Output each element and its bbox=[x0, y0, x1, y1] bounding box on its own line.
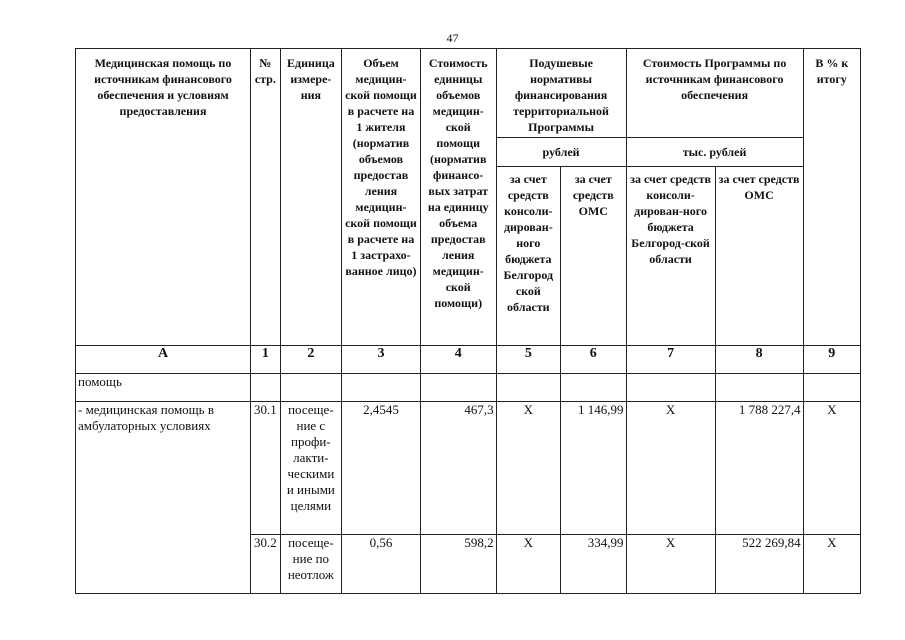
row-budget-total: Х bbox=[626, 402, 715, 535]
header-col-6: за счет средств ОМС bbox=[561, 167, 627, 346]
index-cell: 8 bbox=[715, 346, 803, 374]
row-volume: 2,4545 bbox=[342, 402, 421, 535]
row-unit: посеще-ние по неотлож bbox=[280, 535, 341, 594]
header-col-5: за счет средств консоли-дирован-ного бюджета Белгород ской области bbox=[496, 167, 560, 346]
row-volume: 0,56 bbox=[342, 535, 421, 594]
index-cell: 9 bbox=[803, 346, 860, 374]
header-col-a: Медицинская помощь по источникам финансового обеспечения и условиям предоставления bbox=[76, 49, 251, 346]
row-budget-per-capita: Х bbox=[496, 535, 560, 594]
row-line-number: 30.1 bbox=[251, 402, 281, 535]
row-line-number: 30.2 bbox=[251, 535, 281, 594]
row-oms-per-capita: 334,99 bbox=[561, 535, 627, 594]
row-oms-total: 522 269,84 bbox=[715, 535, 803, 594]
index-cell: 1 bbox=[251, 346, 281, 374]
row-unit: посеще-ние с профи-лакти-ческими и иными целями bbox=[280, 402, 341, 535]
row-budget-total: Х bbox=[626, 535, 715, 594]
header-col-4: Стоимость единицы объемов медицин-ской помощи (норматив финансо-вых затрат на единицу объема предостав ления медицин-ской помощи) bbox=[420, 49, 496, 346]
index-cell: 7 bbox=[626, 346, 715, 374]
row-percent: Х bbox=[803, 402, 860, 535]
header-unit-thousand-rub: тыс. рублей bbox=[626, 138, 803, 167]
header-col-9: В % к итогу bbox=[803, 49, 860, 346]
header-group-per-capita: Подушевые нормативы финансирования территориальной Программы bbox=[496, 49, 626, 138]
table-row bbox=[76, 402, 861, 535]
header-row-1 bbox=[76, 49, 861, 138]
header-col-1: № стр. bbox=[251, 49, 281, 346]
header-col-2: Единица измере-ния bbox=[280, 49, 341, 346]
header-col-3: Объем медицин-ской помощи в расчете на 1 жителя (норматив объемов предостав ления медицин-ской помощи в расчете на 1 застрахо-ванное лицо) bbox=[342, 49, 421, 346]
row-percent: Х bbox=[803, 535, 860, 594]
column-index-row bbox=[76, 346, 861, 374]
index-cell: 6 bbox=[561, 346, 627, 374]
program-cost-table bbox=[75, 48, 861, 594]
row-unit-cost: 467,3 bbox=[420, 402, 496, 535]
header-unit-rub: рублей bbox=[496, 138, 626, 167]
row-unit-cost: 598,2 bbox=[420, 535, 496, 594]
index-cell: 4 bbox=[420, 346, 496, 374]
index-cell: 5 bbox=[496, 346, 560, 374]
page-number: 47 bbox=[446, 31, 459, 45]
index-cell: 2 bbox=[280, 346, 341, 374]
section-row bbox=[76, 374, 861, 402]
row-oms-total: 1 788 227,4 bbox=[715, 402, 803, 535]
row-label: - медицинская помощь в амбулаторных условиях bbox=[76, 402, 251, 594]
header-group-cost: Стоимость Программы по источникам финансового обеспечения bbox=[626, 49, 803, 138]
index-cell: А bbox=[76, 346, 251, 374]
header-col-8: за счет средств ОМС bbox=[715, 167, 803, 346]
index-cell: 3 bbox=[342, 346, 421, 374]
header-col-7: за счет средств консоли-дирован-ного бюджета Белгород-ской области bbox=[626, 167, 715, 346]
row-oms-per-capita: 1 146,99 bbox=[561, 402, 627, 535]
row-budget-per-capita: Х bbox=[496, 402, 560, 535]
section-label: помощь bbox=[76, 374, 251, 402]
